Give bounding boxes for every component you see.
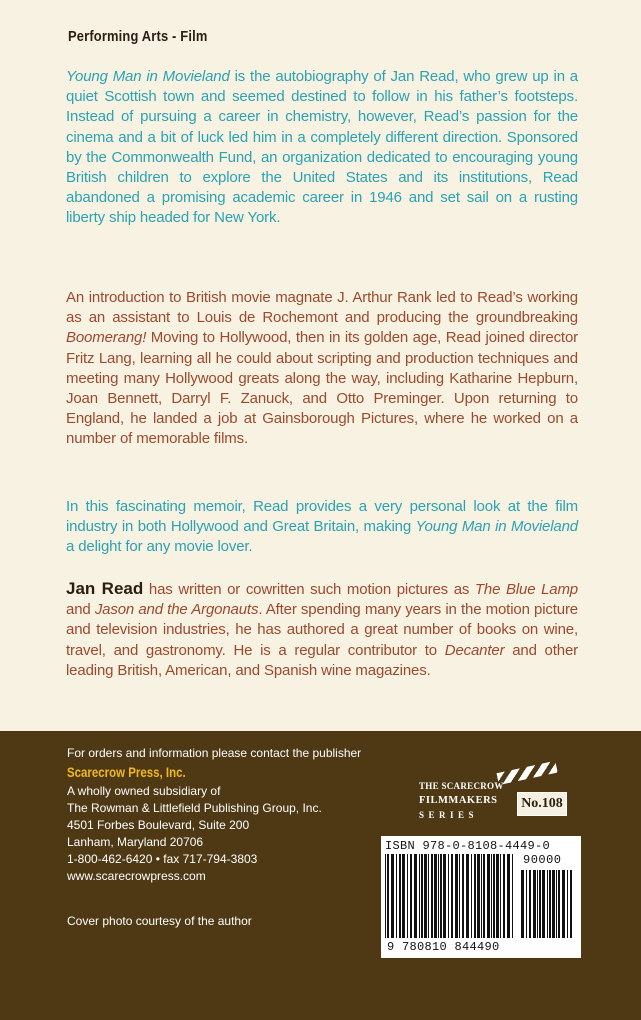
barcode-bar: [431, 854, 433, 938]
barcode-bar: [387, 854, 389, 938]
barcode-bar: [521, 870, 524, 938]
barcode-bar: [503, 854, 505, 938]
barcode-bar: [512, 854, 513, 938]
author-bio: [66, 579, 578, 681]
barcode-bar: [438, 854, 439, 938]
bio-text: and: [66, 601, 95, 619]
barcode-bar: [500, 854, 501, 938]
barcode-bar: [459, 854, 460, 938]
barcode-bar: [556, 870, 557, 938]
barcode-bar: [542, 870, 545, 938]
publisher-line: A wholly owned subsidiary of: [67, 784, 221, 798]
barcode-bar: [385, 854, 386, 938]
barcode-bar: [570, 870, 572, 938]
barcode-bar: [391, 854, 394, 938]
series-logo: [411, 770, 579, 828]
synopsis-text: Moving to Hollywood, then in its golden age, Read joined director Fritz Lang, learning all he could about scripting and production techniques and meeting many Hollywood greats along the way, including Katharine Hepburn, Joan Bennett, Darryl F. Zanuck, and Otto Preminger. Upon returning to England, he landed a job at Gainsborough Pictures, where he worked on a number of memorable films.: [66, 329, 578, 448]
barcode-bar: [474, 854, 476, 938]
barcode-bar: [396, 854, 397, 938]
magazine-title: Decanter: [444, 641, 505, 659]
barcode-bar: [466, 854, 469, 938]
publisher-line: The Rowman & Littlefield Publishing Group, Inc.: [67, 801, 322, 815]
barcode-bar: [477, 854, 480, 938]
barcode-bar: [399, 854, 401, 938]
series-number: No.108: [517, 792, 567, 816]
film-title: The Blue Lamp: [474, 581, 579, 598]
barcode-bar: [539, 870, 541, 938]
barcode-bar: [443, 854, 446, 938]
film-title: Jason and the Argonauts: [94, 601, 259, 619]
synopsis-paragraph-1: [66, 67, 578, 229]
book-title: Young Man in Movieland: [415, 518, 578, 536]
bio-text: and other leading British, American, and Spanish wine magazines.: [66, 641, 578, 679]
barcode-bar: [558, 870, 560, 938]
barcode-bar: [451, 854, 453, 938]
barcode-bar: [496, 854, 499, 938]
barcode-bar: [533, 870, 536, 938]
series-line-3: SERIES: [419, 810, 479, 820]
barcode-bar: [562, 870, 565, 938]
series-line-1: THE SCARECROW: [419, 781, 504, 791]
barcode-bar: [434, 854, 437, 938]
barcode-bar: [483, 854, 485, 938]
barcode-bar: [493, 854, 495, 938]
barcode-bar: [487, 854, 490, 938]
bio-text: . After spending many years in the motion picture and television industries, he has authored a great number of books on wine, travel, and gastronomy. He is a regular contributor to: [66, 601, 578, 659]
barcode-bar: [537, 870, 538, 938]
synopsis-text: is the autobiography of Jan Read, who grew up in a quiet Scottish town and seemed destined to follow in his father’s footsteps. Instead of pursuing a career in chemistry, however, Read’s passion for the cinema and a bit of luck led him in a completely different direction. Sponsored by the Commonwealth Fund, an organization dedicated to encouraging young British children to explore the United States and its institutions, Read abandoned a promising academic career in 1946 and set sail on a rusting liberty ship headed for New York.: [66, 68, 578, 227]
barcode-bar: [549, 870, 551, 938]
barcode-bar: [507, 854, 510, 938]
barcode-bar: [526, 870, 527, 938]
address-street: 4501 Forbes Boulevard, Suite 200: [67, 818, 250, 832]
synopsis-paragraph-3: [66, 497, 578, 558]
barcode-bar: [424, 854, 427, 938]
barcode-bar: [462, 854, 464, 938]
barcode-bar: [440, 854, 442, 938]
barcode-bar: [414, 854, 417, 938]
barcode-bar: [471, 854, 472, 938]
barcode-bar: [428, 854, 429, 938]
address-city: Lanham, Maryland 20706: [67, 835, 204, 849]
phone-fax: 1-800-462-6420 • fax 717-794-3803: [67, 852, 258, 866]
publisher-band: [0, 731, 641, 1020]
barcode-bar: [547, 870, 548, 938]
synopsis-text: a delight for any movie lover.: [66, 538, 253, 556]
barcode-bar: [455, 854, 458, 938]
contact-intro: For orders and information please contact the publisher: [67, 746, 362, 760]
isbn-text: ISBN 978-0-8108-4449-0: [385, 839, 551, 853]
barcode-bar: [448, 854, 449, 938]
film-title: Boomerang!: [66, 329, 147, 347]
synopsis-paragraph-2: [66, 288, 578, 450]
author-name: Jan Read: [66, 579, 144, 598]
barcode: [381, 836, 581, 958]
price-addon: 90000: [523, 853, 562, 867]
barcode-bar: [491, 854, 492, 938]
barcode-bar: [481, 854, 482, 938]
photo-credit: Cover photo courtesy of the author: [67, 914, 252, 928]
barcode-bar: [529, 870, 531, 938]
barcode-bar: [407, 854, 408, 938]
synopsis-text: An introduction to British movie magnate J. Arthur Rank led to Read’s working as an assistant to Louis de Rochemont and producing the groundbreaking: [66, 289, 578, 327]
publisher-name: Scarecrow Press, Inc.: [67, 764, 186, 780]
website: www.scarecrowpress.com: [67, 869, 206, 883]
category-label: Performing Arts - Film: [68, 28, 208, 45]
book-title: Young Man in Movieland: [66, 68, 230, 85]
publisher-info: [67, 745, 361, 885]
barcode-bar: [410, 854, 412, 938]
clapperboard-icon: [497, 761, 558, 785]
bio-text: has written or cowritten such motion pictures as: [143, 581, 475, 598]
series-line-2: FILMMAKERS: [419, 795, 498, 806]
barcode-bar: [421, 854, 423, 938]
barcode-bar: [419, 854, 420, 938]
barcode-bar: [552, 870, 555, 938]
barcode-bar: [567, 870, 568, 938]
barcode-bar: [402, 854, 405, 938]
synopsis-text: In this fascinating memoir, Read provides a very personal look at the film industry in both Hollywood and Great Britain, making: [66, 498, 578, 536]
barcode-digits: 9 780810 844490: [387, 940, 500, 954]
